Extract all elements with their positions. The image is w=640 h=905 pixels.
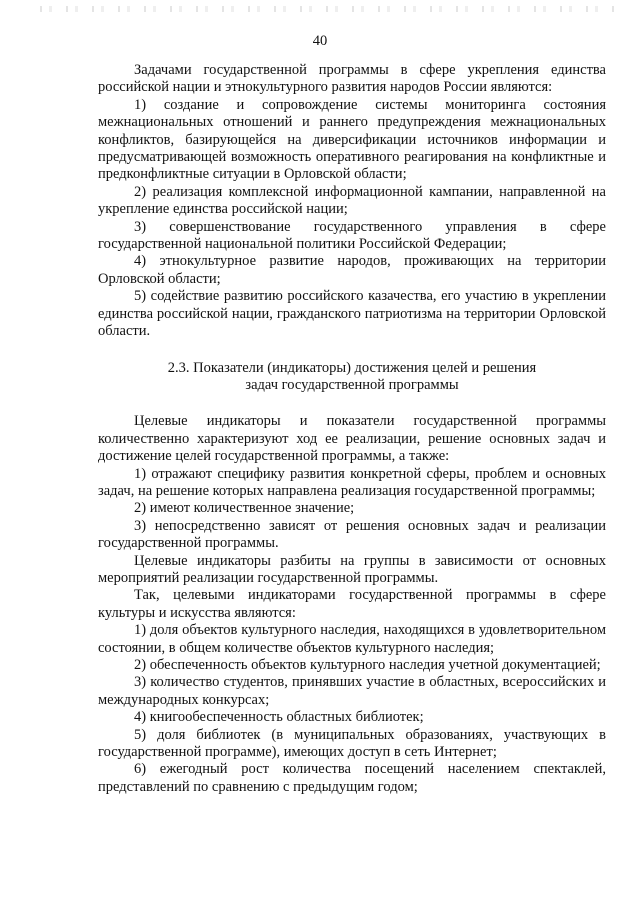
page-number: 40 [312,33,328,49]
indicator-property-item: 3) непосредственно зависят от решения основных задач и реализации государственной программы. [98,517,606,552]
section-heading-line: задач государственной программы [245,376,459,393]
culture-indicator-item: 1) доля объектов культурного наследия, находящихся в удовлетворительном состоянии, в общем количестве объектов культурного наследия; [98,622,606,656]
paragraph-tasks-intro: Задачами государственной программы в сфере укрепления единства российской нации и этнокультурного развития народов России являются: [98,62,606,96]
section-heading-line: 2.3. Показатели (индикаторы) достижения целей и решения [167,359,537,376]
task-item: 2) реализация комплексной информационной кампании, направленной на укрепление единства российской нации; [98,183,606,218]
paragraph-indicator-groups: Целевые индикаторы разбиты на группы в зависимости от основных мероприятий реализации государственной программы. [98,552,606,586]
spacer [98,341,606,360]
task-item: 3) совершенствование государственного управления в сфере государственной национальной политики Российской Федерации; [98,218,606,253]
section-heading [98,360,606,395]
paragraph-indicators-intro: Целевые индикаторы и показатели государственной программы количественно характеризуют ход ее реализации, решение основных задач и достижение целей государственной программы, а также: [98,413,606,465]
culture-indicator-item: 4) книгообеспеченность областных библиотек; [134,709,424,726]
document-body [98,62,606,796]
scan-artifact [40,6,620,12]
culture-indicator-item: 5) доля библиотек (в муниципальных образованиях, участвующих в государственной программе), имеющих доступ в сеть Интернет; [98,726,606,761]
indicator-property-item: 1) отражают специфику развития конкретной сферы, проблем и основных задач, на решение которых направлена реализация государственной программы; [98,465,606,499]
culture-indicator-item: 2) обеспеченность объектов культурного наследия учетной документацией; [134,657,601,673]
indicator-property-item: 2) имеют количественное значение; [134,500,355,517]
culture-indicator-item: 6) ежегодный рост количества посещений населением спектаклей, представлений по сравнению с предыдущим годом; [98,761,606,795]
task-item: 1) создание и сопровождение системы мониторинга состояния межнациональных отношений и раннего предупреждения межнациональных конфликтов, базирующейся на диверсификации источников информации и предусматривающей возможность оперативного реагирования на конфликтные и предконфликтные ситуации в Орловской области; [98,96,606,183]
spacer [98,394,606,413]
culture-indicator-item: 3) количество студентов, принявших участие в областных, всероссийских и международных конкурсах; [98,674,606,708]
task-item: 5) содействие развитию российского казачества, его участию в укреплении единства российской нации, гражданского патриотизма на территории Орловской области. [98,288,606,340]
paragraph-culture-intro: Так, целевыми индикаторами государственной программы в сфере культуры и искусства являются: [98,587,606,621]
task-item: 4) этнокультурное развитие народов, проживающих на территории Орловской области; [98,253,606,287]
